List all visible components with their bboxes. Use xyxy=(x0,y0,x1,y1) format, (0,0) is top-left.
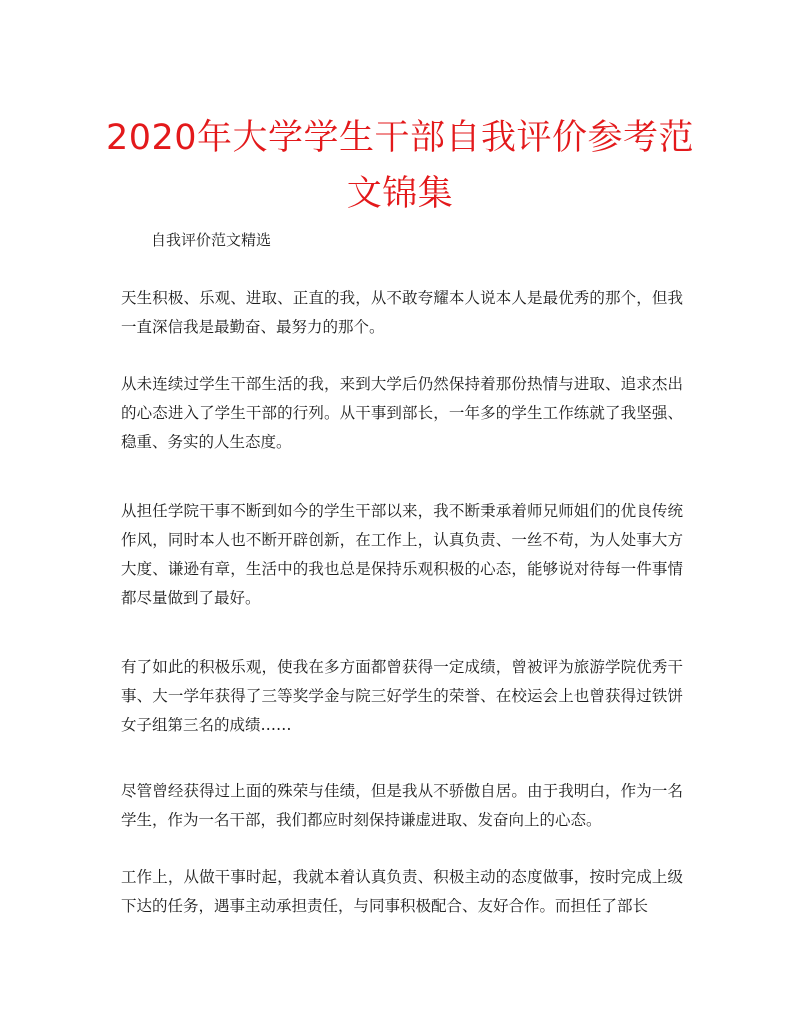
paragraph-3: 从担任学院干事不断到如今的学生干部以来，我不断秉承着师兄师姐们的优良传统作风，同时本人也不断开辟创新，在工作上，认真负责、一丝不苟，为人处事大方大度、谦逊有章，生活中的我也总是保持乐观积极的心态，能够说对待每一件事情都尽量做到了最好。 xyxy=(121,502,683,607)
paragraph-5: 尽管曾经获得过上面的殊荣与佳绩，但是我从不骄傲自居。由于我明白，作为一名学生，作为一名干部，我们都应时刻保持谦虚进取、发奋向上的心态。 xyxy=(121,782,683,829)
document-subtitle: 自我评价范文精选 xyxy=(151,231,272,249)
paragraph-4: 有了如此的积极乐观，使我在多方面都曾获得一定成绩，曾被评为旅游学院优秀干事、大一学年获得了三等奖学金与院三好学生的荣誉、在校运会上也曾获得过铁饼女子组第三名的成绩…… xyxy=(121,658,683,734)
document-title: 2020年大学学生干部自我评价参考范文锦集 xyxy=(105,118,695,214)
paragraph-2: 从未连续过学生干部生活的我，来到大学后仍然保持着那份热情与进取、追求杰出的心态进入了学生干部的行列。从干事到部长，一年多的学生工作练就了我坚强、稳重、务实的人生态度。 xyxy=(121,375,683,451)
paragraph-1: 天生积极、乐观、进取、正直的我，从不敢夸耀本人说本人是最优秀的那个，但我一直深信我是最勤奋、最努力的那个。 xyxy=(121,289,683,336)
paragraph-6: 工作上，从做干事时起，我就本着认真负责、积极主动的态度做事，按时完成上级下达的任务，遇事主动承担责任，与同事积极配合、友好合作。而担任了部长 xyxy=(121,868,683,915)
